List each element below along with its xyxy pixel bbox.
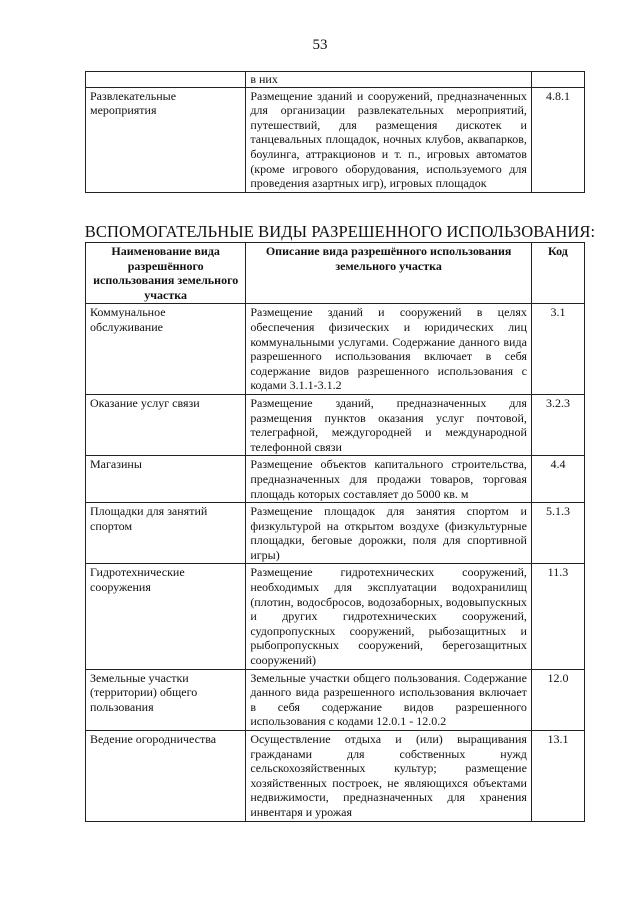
description-cell: Размещение зданий и сооружений, предназначенных для организации развлекательных мероприятий, путешествий, для размещения дискотек и танцевальных площадок, ночных клубов, аквапарков, боулинга, аттракционов и т. п., игровых автоматов (кроме игрового оборудования, используемого для проведения азартных игр), игровых площадок [246,87,532,192]
description-cell: в них [246,72,532,88]
code-cell: 4.8.1 [531,87,584,192]
header-code: Код [531,243,584,304]
table-row [86,304,585,395]
name-cell: Коммунальное обслуживание [86,304,246,395]
continued-table [85,71,585,193]
name-cell [86,72,246,88]
table-row [86,456,585,503]
description-cell: Размещение зданий и сооружений в целях обеспечения физических и юридических лиц коммунальными услугами. Содержание данного вида разрешенного использования включает в себя содержание видов разрешенного использования с кодами 3.1.1-3.1.2 [246,304,532,395]
description-cell: Осуществление отдыха и (или) выращивания гражданами для собственных нужд сельскохозяйственных культур; размещение хозяйственных построек, не являющихся объектами недвижимости, предназначенных для хранения инвентаря и урожая [246,731,532,822]
code-cell: 5.1.3 [531,503,584,564]
table-header-row [86,243,585,304]
auxiliary-uses-table [85,242,585,822]
table-row [86,503,585,564]
table-row [86,564,585,669]
code-cell: 3.2.3 [531,394,584,455]
header-description: Описание вида разрешённого использования земельного участка [246,243,532,304]
table-row [86,394,585,455]
section-heading: ВСПОМОГАТЕЛЬНЫЕ ВИДЫ РАЗРЕШЕННОГО ИСПОЛЬЗОВАНИЯ: [84,222,596,241]
description-cell: Земельные участки общего пользования. Содержание данного вида разрешенного использования включает в себя содержание видов разрешенного использования с кодами 12.0.1 - 12.0.2 [246,669,532,730]
header-name: Наименование вида разрешённого использования земельного участка [86,243,246,304]
name-cell: Развлекательные мероприятия [86,87,246,192]
name-cell: Земельные участки (территории) общего пользования [86,669,246,730]
table-row [86,669,585,730]
name-cell: Гидротехнические сооружения [86,564,246,669]
code-cell [531,72,584,88]
table-row [86,72,585,88]
description-cell: Размещение площадок для занятия спортом и физкультурой на открытом воздухе (физкультурные площадки, беговые дорожки, поля для спортивной игры) [246,503,532,564]
name-cell: Ведение огородничества [86,731,246,822]
description-cell: Размещение объектов капитального строительства, предназначенных для продажи товаров, торговая площадь которых составляет до 5000 кв. м [246,456,532,503]
code-cell: 12.0 [531,669,584,730]
description-cell: Размещение зданий, предназначенных для размещения пунктов оказания услуг почтовой, телеграфной, междугородней и международной телефонной связи [246,394,532,455]
name-cell: Площадки для занятий спортом [86,503,246,564]
page-number: 53 [312,37,328,53]
name-cell: Магазины [86,456,246,503]
code-cell: 4.4 [531,456,584,503]
code-cell: 13.1 [531,731,584,822]
name-cell: Оказание услуг связи [86,394,246,455]
table-row [86,731,585,822]
description-cell: Размещение гидротехнических сооружений, необходимых для эксплуатации водохранилищ (плотин, водосбросов, водозаборных, водовыпускных и других гидротехнических сооружений, судопропускных сооружений, рыбозащитных и рыбопропускных сооружений, берегозащитных сооружений) [246,564,532,669]
table-row [86,87,585,192]
code-cell: 3.1 [531,304,584,395]
code-cell: 11.3 [531,564,584,669]
